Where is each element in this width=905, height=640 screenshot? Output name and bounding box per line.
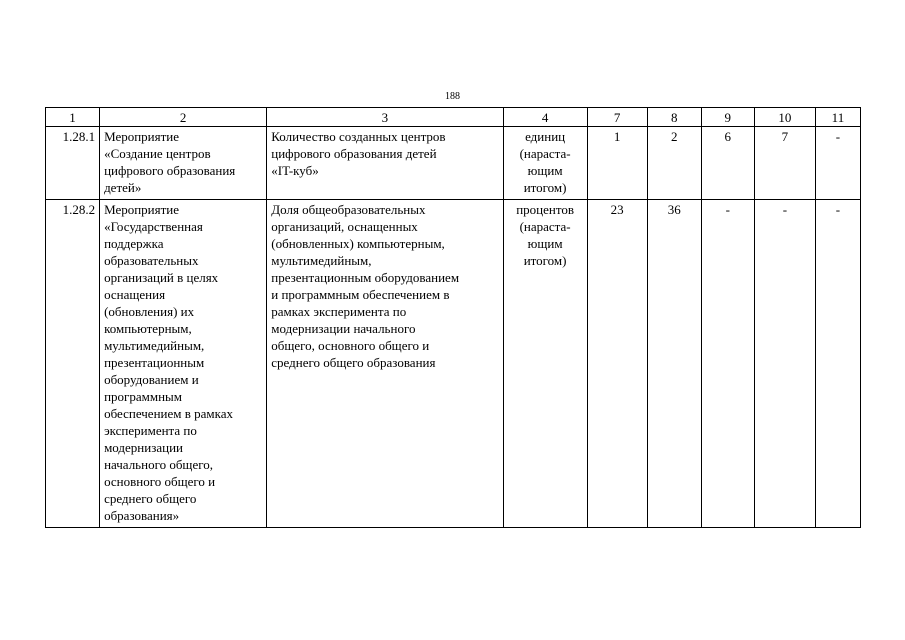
cell-text-line: программным — [104, 389, 182, 404]
cell-text-line: общего, основного общего и — [271, 338, 430, 353]
cell-text-line: оборудованием и — [104, 372, 199, 387]
cell-text-line: организаций, оснащенных — [271, 219, 418, 234]
header-cell: 8 — [647, 108, 701, 127]
cell-text-line: (обновления) их — [104, 304, 195, 319]
event-name-cell — [100, 200, 267, 528]
cell-text-line: организаций в целях — [104, 270, 219, 285]
value-cell-10: - — [754, 200, 815, 528]
cell-text-line: компьютерным, — [104, 321, 192, 336]
header-cell: 4 — [503, 108, 587, 127]
cell-text-line: оснащения — [104, 287, 166, 302]
value-cell-8: 36 — [647, 200, 701, 528]
header-cell: 3 — [267, 108, 503, 127]
cell-text-line: процентов — [516, 202, 574, 217]
cell-text-line: «Государственная — [104, 219, 203, 234]
value-cell-10: 7 — [754, 127, 815, 200]
value-cell-8: 2 — [647, 127, 701, 200]
table-row — [46, 127, 861, 200]
cell-text-line: «IT-куб» — [271, 163, 319, 178]
cell-text-line: мультимедийным, — [104, 338, 205, 353]
header-cell: 10 — [754, 108, 815, 127]
cell-text-line: презентационным — [104, 355, 205, 370]
table-row — [46, 200, 861, 528]
cell-text-line: единиц — [525, 129, 566, 144]
cell-text-line: среднего общего образования — [271, 355, 436, 370]
value-cell-7: 1 — [587, 127, 647, 200]
header-cell: 9 — [701, 108, 754, 127]
header-cell: 1 — [46, 108, 100, 127]
cell-text-line: поддержка — [104, 236, 164, 251]
cell-text-line: эксперимента по — [104, 423, 197, 438]
cell-text-line: «Создание центров — [104, 146, 211, 161]
cell-text-line: (нараста- — [519, 146, 571, 161]
header-cell: 7 — [587, 108, 647, 127]
cell-text-line: итогом) — [523, 180, 567, 195]
cell-text-line: начального общего, — [104, 457, 213, 472]
unit-cell — [503, 200, 587, 528]
cell-text-line: Количество созданных центров — [271, 129, 446, 144]
cell-text-line: обеспечением в рамках — [104, 406, 234, 421]
value-cell-11: - — [815, 127, 860, 200]
cell-text-line: ющим — [527, 163, 563, 178]
cell-text-line: Доля общеобразовательных — [271, 202, 426, 217]
page-number: 188 — [445, 91, 460, 102]
indicator-name-cell — [267, 127, 503, 200]
row-number-cell: 1.28.2 — [46, 200, 100, 528]
cell-text-line: модернизации начального — [271, 321, 416, 336]
cell-text-line: презентационным оборудованием — [271, 270, 460, 285]
cell-text-line: итогом) — [523, 253, 567, 268]
cell-text-line: образования» — [104, 508, 180, 523]
cell-text-line: основного общего и — [104, 474, 216, 489]
indicator-name-cell — [267, 200, 503, 528]
cell-text-line: мультимедийным, — [271, 253, 372, 268]
unit-cell — [503, 127, 587, 200]
row-number-cell: 1.28.1 — [46, 127, 100, 200]
header-cell: 2 — [100, 108, 267, 127]
cell-text-line: Мероприятие — [104, 202, 180, 217]
cell-text-line: детей» — [104, 180, 142, 195]
cell-text-line: рамках эксперимента по — [271, 304, 407, 319]
header-cell: 11 — [815, 108, 860, 127]
cell-text-line: (нараста- — [519, 219, 571, 234]
cell-text-line: и программным обеспечением в — [271, 287, 450, 302]
cell-text-line: образовательных — [104, 253, 199, 268]
value-cell-7: 23 — [587, 200, 647, 528]
indicators-table — [45, 107, 861, 528]
cell-text-line: (обновленных) компьютерным, — [271, 236, 445, 251]
value-cell-9: 6 — [701, 127, 754, 200]
table-header-row — [46, 108, 861, 127]
event-name-cell — [100, 127, 267, 200]
cell-text-line: ющим — [527, 236, 563, 251]
cell-text-line: Мероприятие — [104, 129, 180, 144]
value-cell-9: - — [701, 200, 754, 528]
cell-text-line: цифрового образования детей — [271, 146, 437, 161]
cell-text-line: цифрового образования — [104, 163, 236, 178]
value-cell-11: - — [815, 200, 860, 528]
cell-text-line: модернизации — [104, 440, 183, 455]
cell-text-line: среднего общего — [104, 491, 197, 506]
